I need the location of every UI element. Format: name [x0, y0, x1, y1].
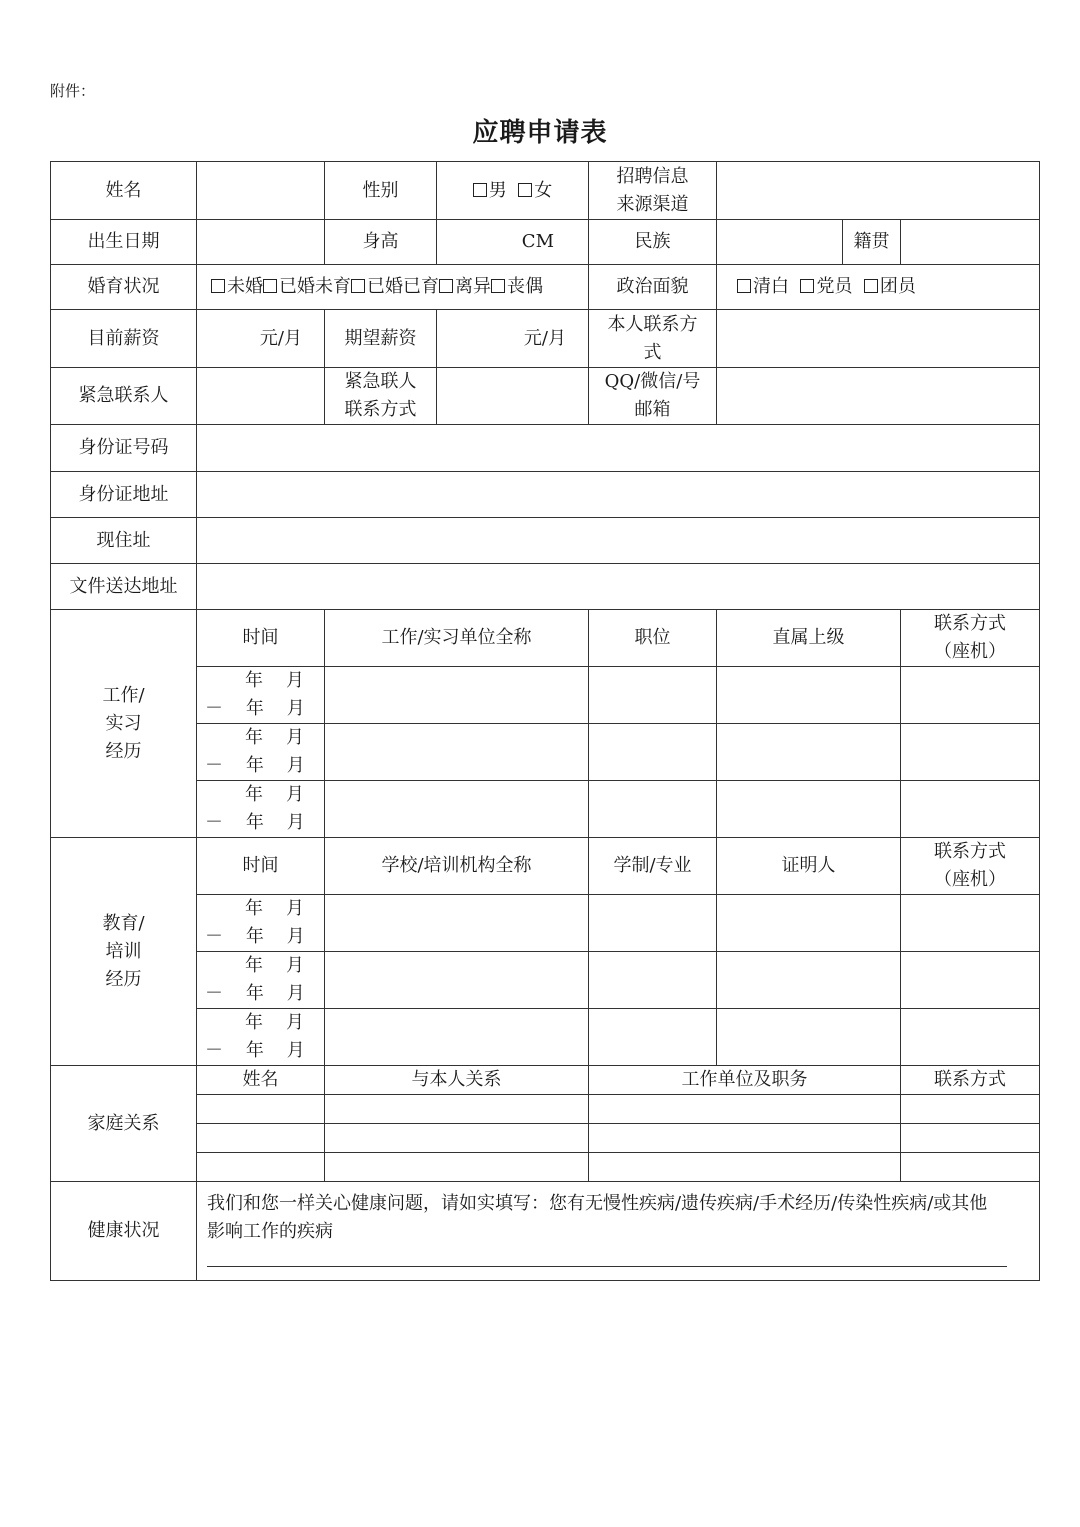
work-header-company: 工作/实习单位全称 — [325, 610, 589, 667]
marital-opt-4: 离异 — [455, 276, 491, 297]
ethnicity-label: 民族 — [589, 220, 717, 265]
family-contact-3[interactable] — [901, 1153, 1040, 1182]
source-label-line2: 来源渠道 — [616, 193, 689, 215]
family-relation-1[interactable] — [325, 1095, 589, 1124]
edu-school-1[interactable] — [325, 895, 589, 952]
edu-date-1[interactable] — [197, 895, 325, 952]
family-employer-3[interactable] — [589, 1153, 901, 1182]
health-text-line1: 我们和您一样关心健康问题，请如实填写：您有无慢性疾病/遗传疾病/手术经历/传染性疾病/或其他 — [207, 1193, 988, 1214]
table-row — [51, 952, 1040, 1009]
family-header-contact: 联系方式 — [901, 1066, 1040, 1095]
marital-checkbox-4[interactable] — [439, 279, 453, 293]
contact-label-line1: 本人联系方 — [607, 313, 698, 335]
marital-label: 婚育状况 — [51, 265, 197, 310]
date-from: 年 月 — [205, 898, 304, 919]
health-input[interactable] — [197, 1182, 1040, 1281]
health-label: 健康状况 — [51, 1182, 197, 1281]
work-header-position: 职位 — [589, 610, 717, 667]
edu-reference-2[interactable] — [717, 952, 901, 1009]
contact-label-line2: 式 — [643, 341, 662, 363]
height-input[interactable]: CM — [437, 220, 589, 265]
education-section-label — [51, 838, 197, 1066]
edu-date-3[interactable] — [197, 1009, 325, 1066]
family-employer-1[interactable] — [589, 1095, 901, 1124]
table-row — [51, 667, 1040, 724]
work-date-3[interactable] — [197, 781, 325, 838]
id-number-input[interactable] — [197, 425, 1040, 472]
date-to: － 年 月 — [205, 755, 305, 776]
mail-address-input[interactable] — [197, 564, 1040, 610]
female-checkbox[interactable] — [518, 183, 532, 197]
emergency-contact-input[interactable] — [437, 368, 589, 425]
work-label-line1: 工作/ — [102, 684, 145, 706]
date-to: － 年 月 — [205, 983, 305, 1004]
date-to: － 年 月 — [205, 698, 305, 719]
political-opt-2: 党员 — [816, 276, 853, 297]
contact-input[interactable] — [717, 310, 1040, 368]
work-header-time: 时间 — [197, 610, 325, 667]
work-company-1[interactable] — [325, 667, 589, 724]
edu-contact-3[interactable] — [901, 1009, 1040, 1066]
gender-label: 性别 — [325, 162, 437, 220]
edu-reference-1[interactable] — [717, 895, 901, 952]
date-from: 年 月 — [205, 784, 304, 805]
emergency-contact-label — [325, 368, 437, 425]
edu-school-3[interactable] — [325, 1009, 589, 1066]
emergency-contact-line1: 紧急联人 — [344, 371, 417, 392]
family-section-label: 家庭关系 — [51, 1066, 197, 1182]
birth-input[interactable] — [197, 220, 325, 265]
source-label-line1: 招聘信息 — [616, 165, 689, 187]
qq-label-line2: 邮箱 — [634, 399, 671, 420]
edu-major-2[interactable] — [589, 952, 717, 1009]
id-address-input[interactable] — [197, 472, 1040, 518]
marital-opt-2: 已婚未育 — [279, 276, 351, 297]
edu-header-contact — [901, 838, 1040, 895]
family-header-name: 姓名 — [197, 1066, 325, 1095]
birth-label: 出生日期 — [51, 220, 197, 265]
political-opt-1: 清白 — [753, 276, 789, 297]
date-from: 年 月 — [205, 670, 304, 691]
work-contact-2[interactable] — [901, 724, 1040, 781]
political-opt-3: 团员 — [879, 276, 916, 297]
edu-reference-3[interactable] — [717, 1009, 901, 1066]
emergency-label: 紧急联系人 — [51, 368, 197, 425]
edu-date-2[interactable] — [197, 952, 325, 1009]
marital-checkbox-5[interactable] — [491, 279, 505, 293]
source-label — [589, 162, 717, 220]
date-to: － 年 月 — [205, 926, 305, 947]
work-contact-line1: 联系方式 — [934, 613, 1006, 634]
edu-major-1[interactable] — [589, 895, 717, 952]
cur-salary-input[interactable]: 元/月 — [197, 310, 325, 368]
family-header-employer: 工作单位及职务 — [589, 1066, 901, 1095]
qq-input[interactable] — [717, 368, 1040, 425]
edu-school-2[interactable] — [325, 952, 589, 1009]
marital-opt-1: 未婚 — [227, 276, 263, 297]
page-title: 应聘申请表 — [472, 118, 608, 148]
date-from: 年 月 — [205, 727, 304, 748]
mail-address-label: 文件送达地址 — [51, 564, 197, 610]
id-number-label: 身份证号码 — [51, 425, 197, 472]
edu-contact-line1: 联系方式 — [934, 841, 1006, 862]
family-header-relation: 与本人关系 — [325, 1066, 589, 1095]
exp-salary-input[interactable]: 元/月 — [437, 310, 589, 368]
exp-salary-label: 期望薪资 — [325, 310, 437, 368]
edu-contact-1[interactable] — [901, 895, 1040, 952]
marital-options — [197, 265, 589, 310]
family-name-3[interactable] — [197, 1153, 325, 1182]
education-label-line3: 经历 — [105, 968, 142, 990]
family-name-2[interactable] — [197, 1124, 325, 1153]
work-company-3[interactable] — [325, 781, 589, 838]
work-supervisor-2[interactable] — [717, 724, 901, 781]
work-contact-3[interactable] — [901, 781, 1040, 838]
work-contact-1[interactable] — [901, 667, 1040, 724]
application-form — [50, 161, 1040, 1281]
work-date-1[interactable] — [197, 667, 325, 724]
work-supervisor-1[interactable] — [717, 667, 901, 724]
work-header-contact — [901, 610, 1040, 667]
table-row — [51, 1124, 1040, 1153]
native-input[interactable] — [901, 220, 1040, 265]
ethnicity-input[interactable] — [717, 220, 843, 265]
work-date-2[interactable] — [197, 724, 325, 781]
work-section-label — [51, 610, 197, 838]
height-label: 身高 — [325, 220, 437, 265]
work-contact-line2: （座机） — [934, 641, 1006, 662]
work-company-2[interactable] — [325, 724, 589, 781]
education-label-line2: 培训 — [105, 940, 142, 962]
political-options — [717, 265, 1040, 310]
marital-checkbox-3[interactable] — [351, 279, 365, 293]
health-answer-line[interactable] — [207, 1264, 1007, 1267]
source-input[interactable] — [717, 162, 1040, 220]
name-label: 姓名 — [51, 162, 197, 220]
family-contact-1[interactable] — [901, 1095, 1040, 1124]
marital-checkbox-2[interactable] — [263, 279, 277, 293]
work-position-1[interactable] — [589, 667, 717, 724]
male-label: 男 — [488, 179, 507, 201]
attachment-label: 附件： — [50, 82, 96, 100]
qq-label — [589, 368, 717, 425]
date-from: 年 月 — [205, 955, 304, 976]
qq-label-line1: QQ/微信/号 — [604, 371, 701, 392]
family-name-1[interactable] — [197, 1095, 325, 1124]
edu-header-school: 学校/培训机构全称 — [325, 838, 589, 895]
gender-options — [437, 162, 589, 220]
current-address-input[interactable] — [197, 518, 1040, 564]
marital-checkbox-1[interactable] — [211, 279, 225, 293]
table-row — [51, 1095, 1040, 1124]
health-text-line2: 影响工作的疾病 — [207, 1221, 333, 1242]
date-to: － 年 月 — [205, 1040, 305, 1061]
marital-opt-5: 丧偶 — [507, 276, 543, 297]
name-input[interactable] — [197, 162, 325, 220]
edu-header-major: 学制/专业 — [589, 838, 717, 895]
edu-contact-2[interactable] — [901, 952, 1040, 1009]
work-position-3[interactable] — [589, 781, 717, 838]
edu-major-3[interactable] — [589, 1009, 717, 1066]
edu-header-time: 时间 — [197, 838, 325, 895]
id-address-label: 身份证地址 — [51, 472, 197, 518]
table-row — [51, 781, 1040, 838]
marital-opt-3: 已婚已育 — [367, 276, 439, 297]
work-label-line2: 实习 — [105, 712, 142, 734]
work-label-line3: 经历 — [105, 740, 142, 762]
political-checkbox-2[interactable] — [800, 279, 814, 293]
family-contact-2[interactable] — [901, 1124, 1040, 1153]
table-row — [51, 1009, 1040, 1066]
contact-label — [589, 310, 717, 368]
work-header-supervisor: 直属上级 — [717, 610, 901, 667]
table-row — [51, 1153, 1040, 1182]
political-label: 政治面貌 — [589, 265, 717, 310]
date-from: 年 月 — [205, 1012, 304, 1033]
education-label-line1: 教育/ — [102, 912, 145, 934]
male-checkbox[interactable] — [473, 183, 487, 197]
cur-salary-label: 目前薪资 — [51, 310, 197, 368]
family-relation-3[interactable] — [325, 1153, 589, 1182]
native-label: 籍贯 — [843, 220, 901, 265]
work-position-2[interactable] — [589, 724, 717, 781]
table-row — [51, 724, 1040, 781]
date-to: － 年 月 — [205, 812, 305, 833]
female-label: 女 — [534, 179, 553, 201]
work-supervisor-3[interactable] — [717, 781, 901, 838]
political-checkbox-1[interactable] — [737, 279, 751, 293]
current-address-label: 现住址 — [51, 518, 197, 564]
political-checkbox-3[interactable] — [864, 279, 878, 293]
emergency-contact-line2: 联系方式 — [344, 399, 417, 420]
table-row — [51, 895, 1040, 952]
edu-contact-line2: （座机） — [934, 869, 1006, 890]
family-employer-2[interactable] — [589, 1124, 901, 1153]
emergency-input[interactable] — [197, 368, 325, 425]
family-relation-2[interactable] — [325, 1124, 589, 1153]
edu-header-reference: 证明人 — [717, 838, 901, 895]
